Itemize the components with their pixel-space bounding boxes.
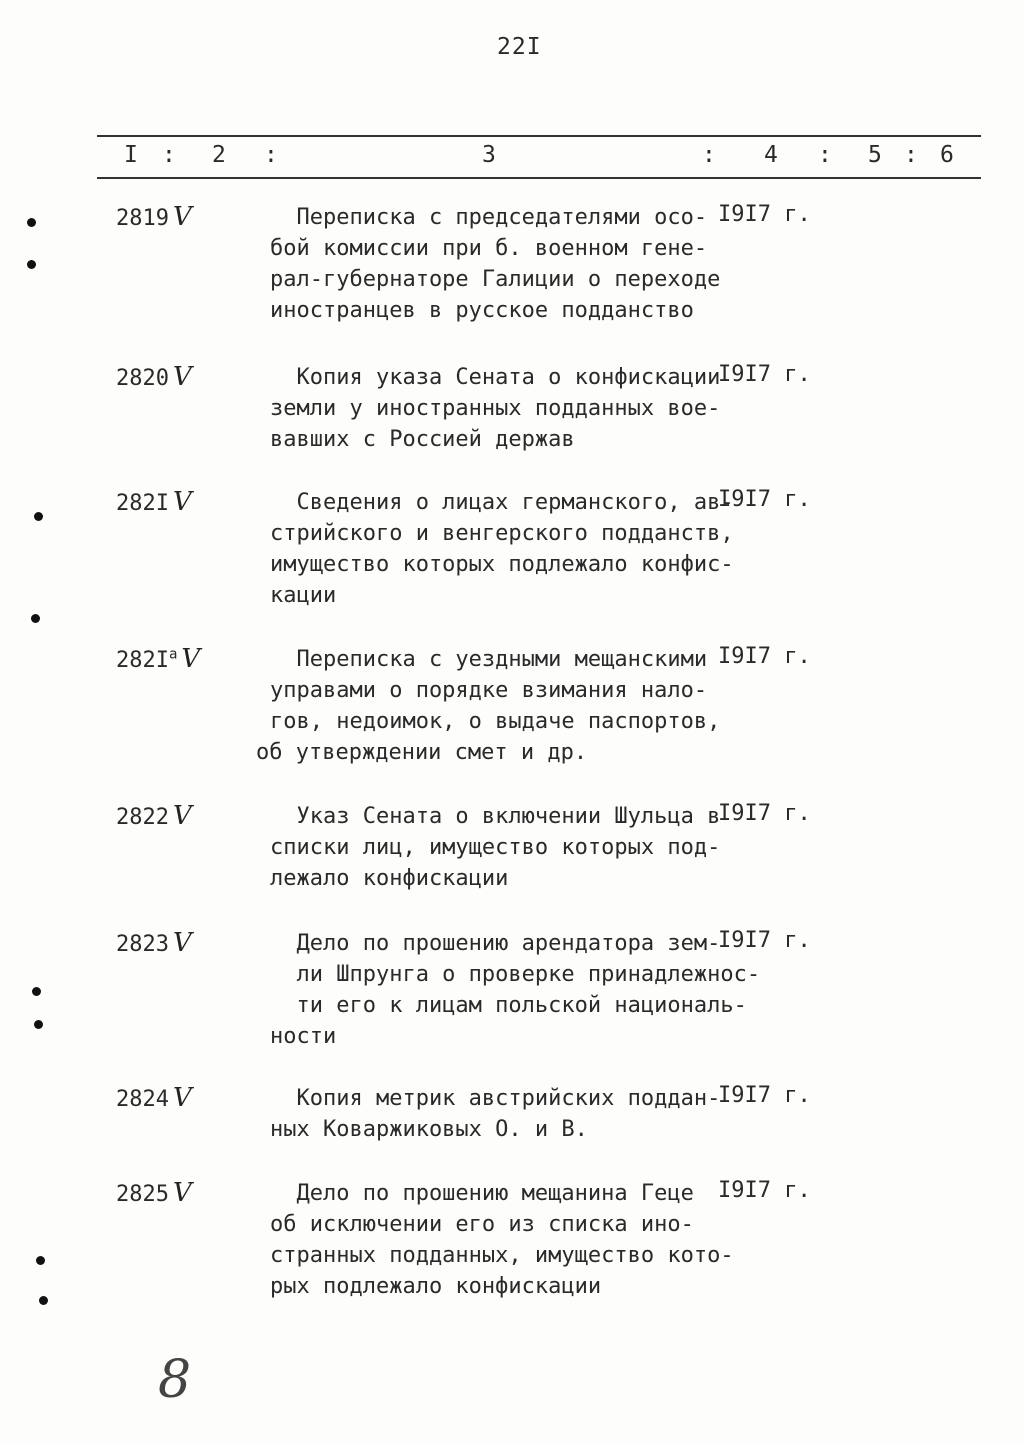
checkmark-icon: V <box>172 1083 192 1113</box>
description-line: ности <box>270 1024 337 1049</box>
page-number: 22I <box>497 34 542 60</box>
col-sep: : <box>162 142 176 168</box>
punch-hole <box>32 987 41 996</box>
description-line: имущество которых подлежало конфис- <box>270 552 734 577</box>
col-sep: : <box>264 142 278 168</box>
entry-description <box>270 362 730 455</box>
punch-hole <box>39 1296 48 1305</box>
header-top-rule <box>97 135 981 137</box>
entry-description <box>270 801 730 894</box>
col-sep: : <box>702 142 716 168</box>
description-line: об утверждении смет и др. <box>256 740 588 765</box>
description-line: гов, недоимок, о выдаче паспортов, <box>270 709 721 734</box>
entry-description <box>256 644 730 768</box>
description-line: странных подданных, имущество кото- <box>270 1243 734 1268</box>
entry-number-cell <box>116 1083 192 1113</box>
description-line: управами о порядке взимания нало- <box>270 678 708 703</box>
punch-hole <box>27 260 36 269</box>
entry-date: I9I7 г. <box>718 928 811 953</box>
entry-date: I9I7 г. <box>718 487 811 512</box>
entry-date: I9I7 г. <box>718 1083 811 1108</box>
entry-date: I9I7 г. <box>718 644 811 669</box>
description-line: земли у иностранных подданных вое- <box>270 396 721 421</box>
entry-number-cell <box>116 362 192 392</box>
punch-hole <box>36 1256 45 1265</box>
entry-number-cell <box>116 487 192 517</box>
description-line: ных Коваржиковых О. и В. <box>270 1117 588 1142</box>
description-line: иностранцев в русское подданство <box>270 298 694 323</box>
col-1-label: I <box>124 142 138 168</box>
description-line: об исключении его из списка ино- <box>270 1212 694 1237</box>
entry-number: 2824 <box>116 1087 169 1112</box>
col-5-label: 5 <box>868 142 882 168</box>
entry-number: 2820 <box>116 366 169 391</box>
description-line: Копия указа Сената о конфискации <box>270 365 721 390</box>
header-bottom-rule <box>97 177 981 179</box>
description-line: Сведения о лицах германского, ав- <box>270 490 734 515</box>
description-line: Указ Сената о включении Шульца в <box>270 804 721 829</box>
entry-description <box>270 1083 730 1145</box>
entry-number-cell <box>116 801 192 831</box>
description-line: Переписка с уездными мещанскими <box>270 647 708 672</box>
description-line: лежало конфискации <box>270 866 509 891</box>
description-line: стрийского и венгерского подданств, <box>270 521 734 546</box>
punch-hole <box>31 614 40 623</box>
col-2-label: 2 <box>212 142 226 168</box>
entry-date: I9I7 г. <box>718 801 811 826</box>
entry-number-cell <box>116 202 192 232</box>
entry-number: 2825 <box>116 1182 169 1207</box>
entry-number-superscript: а <box>168 646 178 663</box>
punch-hole <box>27 218 36 227</box>
checkmark-icon: V <box>172 928 192 958</box>
checkmark-icon: V <box>172 362 192 392</box>
col-4-label: 4 <box>764 142 778 168</box>
description-line: ти его к лицам польской националь- <box>270 993 747 1018</box>
entry-number: 282I <box>116 648 169 673</box>
description-line: кации <box>270 583 337 608</box>
entry-description <box>270 928 761 1052</box>
entry-number: 2823 <box>116 932 169 957</box>
checkmark-icon: V <box>172 202 192 232</box>
entry-number-cell <box>116 928 192 958</box>
checkmark-icon: V <box>172 487 192 517</box>
description-line: вавших с Россией держав <box>270 427 575 452</box>
description-line: рых подлежало конфискации <box>270 1274 602 1299</box>
col-sep: : <box>818 142 832 168</box>
entry-number: 2819 <box>116 206 169 231</box>
entry-date: I9I7 г. <box>718 1178 811 1203</box>
description-line: рал-губернаторе Галиции о переходе <box>270 267 721 292</box>
col-3-label: 3 <box>482 142 496 168</box>
col-6-label: 6 <box>940 142 954 168</box>
punch-hole <box>34 1020 43 1029</box>
description-line: Дело по прошению арендатора зем- <box>270 931 721 956</box>
checkmark-icon: V <box>172 1178 192 1208</box>
description-line: Дело по прошению мещанина Геце <box>270 1181 694 1206</box>
entry-number-cell <box>116 644 200 674</box>
handwritten-sheet-number: 8 <box>158 1350 192 1410</box>
description-line: Переписка с председателями осо- <box>270 205 708 230</box>
punch-hole <box>34 512 43 521</box>
entry-description <box>270 202 730 326</box>
entry-number-cell <box>116 1178 192 1208</box>
col-sep: : <box>904 142 918 168</box>
entry-description <box>270 1178 734 1302</box>
description-line: бой комиссии при б. военном гене- <box>270 236 708 261</box>
entry-description <box>270 487 734 611</box>
checkmark-icon: V <box>181 644 201 674</box>
description-line: списки лиц, имущество которых под- <box>270 835 721 860</box>
entry-date: I9I7 г. <box>718 362 811 387</box>
entry-number: 282I <box>116 491 169 516</box>
entry-number: 2822 <box>116 805 169 830</box>
entry-date: I9I7 г. <box>718 202 811 227</box>
checkmark-icon: V <box>172 801 192 831</box>
description-line: Копия метрик австрийских поддан- <box>270 1086 721 1111</box>
description-line: ли Шпрунга о проверке принадлежнос- <box>270 962 761 987</box>
